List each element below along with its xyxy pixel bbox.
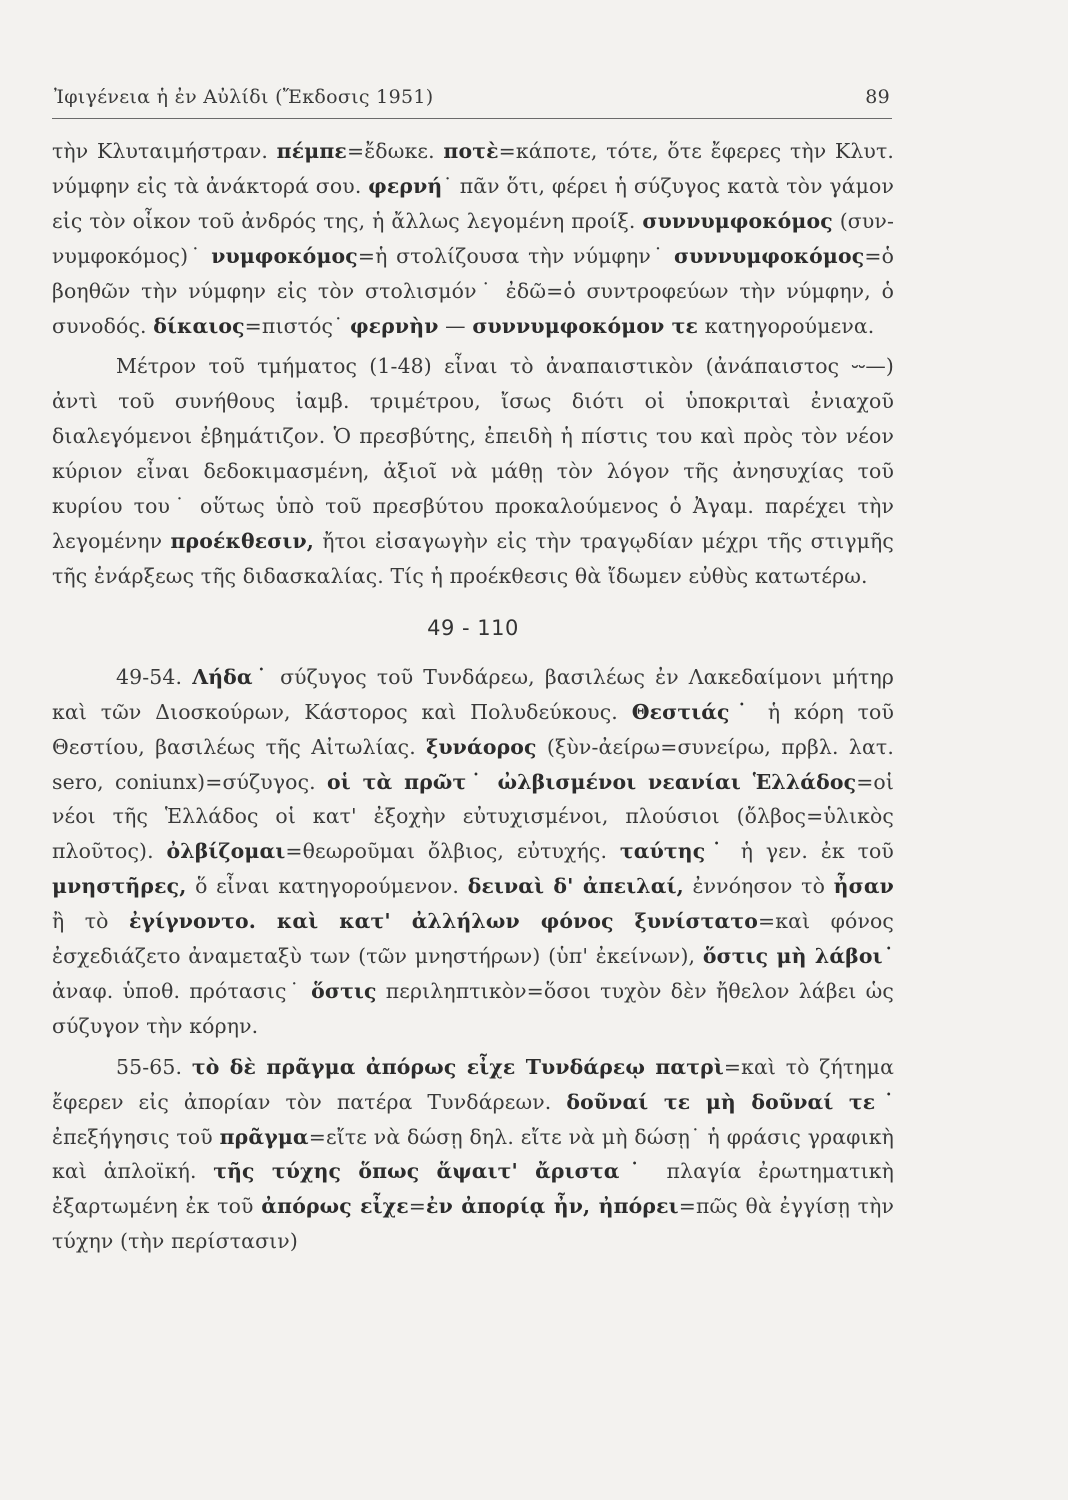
header-rule (52, 118, 892, 119)
lemma: πρᾶγμα (219, 1124, 309, 1149)
lemma: πέμπε (276, 139, 347, 163)
lemma: δοῦναί τε μὴ δοῦναί τε˙ (566, 1089, 894, 1114)
line-reference: 49-54. (116, 664, 193, 689)
line-reference: 55-65. (116, 1054, 192, 1079)
lemma: δίκαιος (153, 313, 245, 338)
lemma: ὀλβίζομαι (166, 839, 286, 864)
lemma: Θεστιάς˙ (631, 699, 755, 724)
lemma: μνηστῆρες, (52, 874, 187, 899)
lemma: οἱ τὰ πρῶτ˙ ὠλβισμένοι νεανίαι Ἑλλάδος (327, 769, 857, 794)
lemma: ἐγίγνοντο. καὶ κατ' ἀλλήλων φόνος ξυνίστατο (128, 909, 759, 934)
lemma: συννυμφοκόμος (642, 208, 833, 233)
lemma: ἦσαν (833, 874, 894, 899)
lemma: φερνὴν (350, 313, 439, 338)
lemma: προέκθεσιν, (170, 528, 314, 553)
lemma: τῆς τύχης ὅπως ἅψαιτ' ἄριστα˙ (213, 1159, 650, 1184)
paragraph-commentary-1: τὴν Κλυταιμήστραν. πέμπε=ἔδωκε. ποτὲ=κάποτε, τότε, ὅτε ἔφερες τὴν Κλυτ. νύμφην εἰς τὰ ἀνάκτορά σου. φερνή˙ πᾶν ὅτι, φέρει ἡ σύζυγος κατὰ τὸν γάμον εἰς τὸν οἶκον τοῦ ἀνδρός της, ἡ ἄλλως λεγομένη προίξ. συννυμφοκόμος (συν-νυμφοκόμος)˙ νυμφοκόμος=ἡ στολίζουσα τὴν νύμφην˙ συννυμφοκόμος=ὁ βοηθῶν τὴν νύμφην εἰς τὸν στολισμόν˙ ἐδῶ=ὁ συντροφεύων τὴν νύμφην, ὁ συνοδός. δίκαιος=πιστός˙ φερνὴν — συννυμφοκόμον τε κατηγορούμενα. (52, 139, 895, 338)
lemma: ξυνάορος (426, 734, 537, 759)
page-number: 89 (865, 86, 890, 108)
lemma: τὸ δὲ πρᾶγμα ἀπόρως εἶχε Τυνδάρεῳ πατρὶ (191, 1054, 724, 1079)
running-title: Ἰφιγένεια ἡ ἐν Αὐλίδι (Ἔκδοσις 1951) (54, 86, 434, 108)
running-head (52, 86, 890, 114)
lemma: ὅστις μὴ λάβοι˙ (702, 944, 894, 969)
body-text (52, 134, 894, 1259)
lemma: συννυμφοκόμον τε (472, 313, 699, 338)
lemma: Λήδα˙ (192, 664, 270, 689)
lemma: ἀπόρως εἶχε (261, 1194, 409, 1219)
lemma: ἐν ἀπορίᾳ ἦν, ἠπόρει (426, 1194, 679, 1219)
paragraph-meter: Μέτρον τοῦ τμήματος (1-48) εἶναι τὸ ἀναπαιστικὸν (ἀνάπαιστος ⏑⏑—) ἀντὶ τοῦ συνήθους ἰαμβ. τριμέτρου, ἴσως διότι οἱ ὑποκριταὶ ἐνιαχοῦ διαλεγόμενοι ἐβημάτιζον. Ὁ πρεσβύτης, ἐπειδὴ ἡ πίστις του καὶ πρὸς τὸν νέον κύριον εἶναι δεδοκιμασμένη, ἀξιοῖ νὰ μάθῃ τὸν λόγον τῆς ἀνησυχίας τοῦ κυρίου του˙ οὕτως ὑπὸ τοῦ πρεσβύτου προκαλούμενος ὁ Ἀγαμ. παρέχει τὴν λεγομένην προέκθεσιν, ἤτοι εἰσαγωγὴν εἰς τὴν τραγῳδίαν μέχρι τῆς στιγμῆς τῆς ἐνάρξεως τῆς διδασκαλίας. Τίς ἡ προέκθεσις θὰ ἴδωμεν εὐθὺς κατωτέρω. (52, 354, 894, 588)
lemma: συννυμφοκόμος (673, 243, 865, 268)
lemma: φερνή (368, 173, 443, 198)
lemma: ὅστις (311, 978, 377, 1003)
lemma: ταύτης˙ (619, 839, 728, 864)
section-heading: 49 - 110 (427, 615, 519, 640)
lemma: δειναὶ δ' ἀπειλαί, (467, 874, 684, 899)
lemma: ποτὲ (443, 139, 499, 163)
lemma: νυμφοκόμος (211, 243, 358, 268)
paragraph-49-54: 49-54. Λήδα˙ σύζυγος τοῦ Τυνδάρεω, βασιλέως ἐν Λακεδαίμονι μήτηρ καὶ τῶν Διοσκούρων, Κάστορος καὶ Πολυδεύκους. Θεστιάς˙ ἡ κόρη τοῦ Θεστίου, βασιλέως τῆς Αἰτωλίας. ξυνάορος (ξὺν-ἀείρω=συνείρω, πρβλ. λατ. sero, coniunx)=σύζυγος. οἱ τὰ πρῶτ˙ ὠλβισμένοι νεανίαι Ἑλλάδος=οἱ νέοι τῆς Ἑλλάδος οἱ κατ' ἐξοχὴν εὐτυχισμένοι, πλούσιοι (ὄλβος=ὑλικὸς πλοῦτος). ὀλβίζομαι=θεωροῦμαι ὄλβιος, εὐτυχής. ταύτης˙ ἡ γεν. ἐκ τοῦ μνηστῆρες, ὅ εἶναι κατηγορούμενον. δειναὶ δ' ἀπειλαί, ἐννόησον τὸ ἦσαν ἢ τὸ ἐγίγνοντο. καὶ κατ' ἀλλήλων φόνος ξυνίστατο=καὶ φόνος ἐσχεδιάζετο ἀναμεταξὺ των (τῶν μνηστήρων) (ὑπ' ἐκείνων), ὅστις μὴ λάβοι˙ ἀναφ. ὑποθ. πρότασις˙ ὅστις περιληπτικὸν=ὅσοι τυχὸν δὲν ἤθελον λάβει ὡς σύζυγον τὴν κόρην. (52, 664, 894, 1038)
paragraph-55-65: 55-65. τὸ δὲ πρᾶγμα ἀπόρως εἶχε Τυνδάρεῳ πατρὶ=καὶ τὸ ζήτημα ἔφερεν εἰς ἀπορίαν τὸν πατέρα Τυνδάρεων. δοῦναί τε μὴ δοῦναί τε˙ ἐπεξήγησις τοῦ πρᾶγμα=εἴτε νὰ δώσῃ δηλ. εἴτε νὰ μὴ δώσῃ˙ ἡ φράσις γραφικὴ καὶ ἁπλοϊκή. τῆς τύχης ὅπως ἅψαιτ' ἄριστα˙ πλαγία ἐρωτηματικὴ ἐξαρτωμένη ἐκ τοῦ ἀπόρως εἶχε=ἐν ἀπορίᾳ ἦν, ἠπόρει=πῶς θὰ ἐγγίσῃ τὴν τύχην (τὴν περίστασιν) (52, 1054, 894, 1254)
